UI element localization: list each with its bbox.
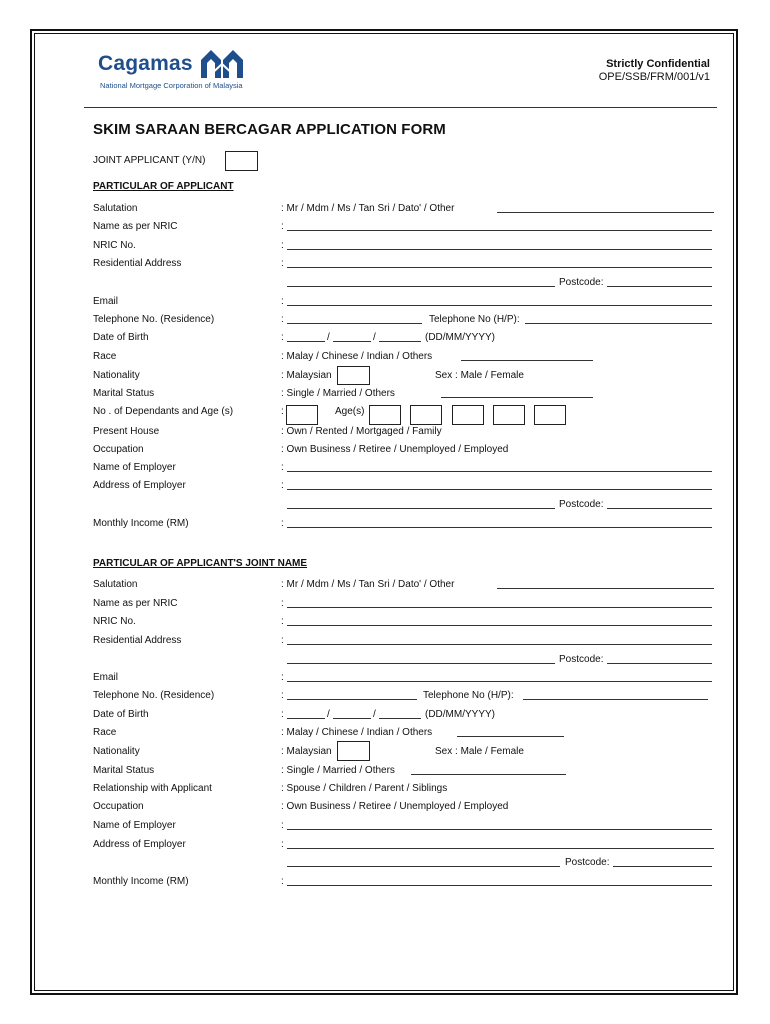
joint-race-label: Race bbox=[93, 727, 117, 738]
occupation-label: Occupation bbox=[93, 444, 144, 455]
joint-address-row: Residential Address : bbox=[0, 635, 770, 649]
joint-marital-options: : Single / Married / Others bbox=[281, 765, 395, 776]
joint-nric-label: NRIC No. bbox=[93, 616, 136, 627]
applicant-income-row: Monthly Income (RM) : bbox=[0, 518, 770, 532]
race-options: : Malay / Chinese / Indian / Others bbox=[281, 351, 433, 362]
joint-employer-field[interactable] bbox=[287, 829, 712, 830]
joint-employer-address-field-1[interactable] bbox=[287, 848, 714, 849]
applicant-telephone-row: Telephone No. (Residence) : Telephone No (H/P): bbox=[0, 314, 770, 328]
applicant-address-row: Residential Address : bbox=[0, 258, 770, 272]
joint-telephone-row: Telephone No. (Residence) : Telephone No (H/P): bbox=[0, 690, 770, 704]
age-box-5[interactable] bbox=[534, 405, 566, 425]
logo-tagline: National Mortgage Corporation of Malaysia bbox=[100, 81, 243, 90]
nationality-box[interactable] bbox=[337, 366, 370, 385]
joint-salutation-row bbox=[0, 579, 770, 593]
marital-other-field[interactable] bbox=[441, 397, 593, 398]
house-options: : Own / Rented / Mortgaged / Family bbox=[281, 426, 442, 437]
applicant-section-title: PARTICULAR OF APPLICANT bbox=[93, 181, 234, 192]
applicant-race-row bbox=[0, 351, 770, 365]
joint-sex-options: Sex : Male / Female bbox=[435, 746, 524, 757]
dob-year-field[interactable] bbox=[379, 341, 421, 342]
joint-relationship-row bbox=[0, 783, 770, 797]
age-box-2[interactable] bbox=[410, 405, 442, 425]
joint-occupation-options: : Own Business / Retiree / Unemployed / Employed bbox=[281, 801, 509, 812]
applicant-marital-row bbox=[0, 388, 770, 402]
applicant-email-row: Email : bbox=[0, 296, 770, 310]
applicant-postcode-row bbox=[0, 277, 770, 291]
form-code: OPE/SSB/FRM/001/v1 bbox=[598, 71, 710, 83]
joint-salutation-options: : Mr / Mdm / Ms / Tan Sri / Dato' / Other bbox=[281, 579, 455, 590]
dob-label: Date of Birth bbox=[93, 332, 149, 343]
joint-income-row: Monthly Income (RM) : bbox=[0, 876, 770, 890]
joint-postcode-field[interactable] bbox=[607, 663, 712, 664]
joint-nationality-box[interactable] bbox=[337, 741, 370, 761]
postcode-label: Postcode: bbox=[559, 277, 604, 288]
confidential-label: Strictly Confidential bbox=[606, 58, 710, 70]
salutation-options: : Mr / Mdm / Ms / Tan Sri / Dato' / Other bbox=[281, 203, 455, 214]
age-box-3[interactable] bbox=[452, 405, 484, 425]
joint-employer-address-row: Address of Employer : bbox=[0, 839, 770, 853]
joint-telephone-label: Telephone No. (Residence) bbox=[93, 690, 215, 701]
postcode-field[interactable] bbox=[607, 286, 712, 287]
joint-salutation-other-field[interactable] bbox=[497, 588, 714, 589]
joint-email-row: Email : bbox=[0, 672, 770, 686]
joint-employer-row: Name of Employer : bbox=[0, 820, 770, 834]
applicant-dob-row: Date of Birth : / / (DD/MM/YYYY) bbox=[93, 332, 495, 343]
employer-postcode-label: Postcode: bbox=[559, 499, 604, 510]
hp-field[interactable] bbox=[525, 323, 712, 324]
dob-format: (DD/MM/YYYY) bbox=[425, 332, 495, 343]
marital-options: : Single / Married / Others bbox=[281, 388, 395, 399]
applicant-nric-row: NRIC No. : bbox=[0, 240, 770, 254]
joint-postcode-row bbox=[0, 654, 770, 668]
joint-occupation-row bbox=[0, 801, 770, 815]
dependants-count-box[interactable] bbox=[286, 405, 318, 425]
email-field[interactable] bbox=[287, 305, 712, 306]
joint-income-label: Monthly Income (RM) bbox=[93, 876, 189, 887]
age-box-4[interactable] bbox=[493, 405, 525, 425]
income-label: Monthly Income (RM) bbox=[93, 518, 189, 529]
employer-postcode-field[interactable] bbox=[607, 508, 712, 509]
dependants-label: No . of Dependants and Age (s) bbox=[93, 406, 234, 417]
name-field[interactable] bbox=[287, 230, 712, 231]
joint-applicant-box[interactable] bbox=[225, 151, 258, 171]
joint-nric-field[interactable] bbox=[287, 625, 712, 626]
applicant-employer-postcode-row bbox=[0, 499, 770, 513]
applicant-house-row bbox=[0, 426, 770, 440]
address-label: Residential Address bbox=[93, 258, 182, 269]
joint-address-label: Residential Address bbox=[93, 635, 182, 646]
joint-telephone-field[interactable] bbox=[287, 699, 417, 700]
applicant-employer-address-row: Address of Employer : bbox=[0, 480, 770, 494]
applicant-occupation-row bbox=[0, 444, 770, 458]
joint-applicant-label: JOINT APPLICANT (Y/N) bbox=[93, 155, 206, 166]
form-title: SKIM SARAAN BERCAGAR APPLICATION FORM bbox=[93, 121, 446, 138]
salutation-other-field[interactable] bbox=[497, 212, 714, 213]
nationality-label: Nationality bbox=[93, 370, 140, 381]
hp-label: Telephone No (H/P): bbox=[429, 314, 520, 325]
telephone-field[interactable] bbox=[287, 323, 422, 324]
email-label: Email bbox=[93, 296, 119, 307]
employer-address-field-2[interactable] bbox=[287, 508, 555, 509]
joint-employer-label: Name of Employer bbox=[93, 820, 176, 831]
age-box-1[interactable] bbox=[369, 405, 401, 425]
joint-email-label: Email bbox=[93, 672, 119, 683]
joint-dob-row: Date of Birth : / / (DD/MM/YYYY) bbox=[93, 709, 495, 720]
telephone-label: Telephone No. (Residence) bbox=[93, 314, 215, 325]
salutation-label: Salutation bbox=[93, 203, 138, 214]
name-label: Name as per NRIC bbox=[93, 221, 178, 232]
joint-name-field[interactable] bbox=[287, 607, 712, 608]
address-field-2[interactable] bbox=[287, 286, 555, 287]
joint-dob-day-field[interactable] bbox=[287, 718, 325, 719]
employer-address-label: Address of Employer bbox=[93, 480, 186, 491]
race-label: Race bbox=[93, 351, 117, 362]
nric-label: NRIC No. bbox=[93, 240, 136, 251]
joint-relationship-options: : Spouse / Children / Parent / Siblings bbox=[281, 783, 448, 794]
joint-race-other-field[interactable] bbox=[457, 736, 564, 737]
employer-field[interactable] bbox=[287, 471, 712, 472]
applicant-nationality-row bbox=[0, 370, 770, 384]
sex-options: Sex : Male / Female bbox=[435, 370, 524, 381]
employer-label: Name of Employer bbox=[93, 462, 176, 473]
joint-marital-other-field[interactable] bbox=[411, 774, 566, 775]
joint-nric-row: NRIC No. : bbox=[0, 616, 770, 630]
address-field-1[interactable] bbox=[287, 267, 712, 268]
joint-dob-label: Date of Birth bbox=[93, 709, 149, 720]
header-divider bbox=[84, 107, 717, 108]
employer-address-field-1[interactable] bbox=[287, 489, 712, 490]
joint-email-field[interactable] bbox=[287, 681, 712, 682]
joint-address-field-1[interactable] bbox=[287, 644, 712, 645]
joint-postcode-label: Postcode: bbox=[559, 654, 604, 665]
marital-label: Marital Status bbox=[93, 388, 155, 399]
joint-nationality-value: : Malaysian bbox=[281, 746, 332, 757]
applicant-salutation-row bbox=[0, 203, 770, 217]
nationality-value: : Malaysian bbox=[281, 370, 332, 381]
joint-race-options: : Malay / Chinese / Indian / Others bbox=[281, 727, 433, 738]
ages-label: Age(s) bbox=[335, 406, 365, 417]
joint-nationality-row bbox=[0, 746, 770, 760]
applicant-dependants-row: No . of Dependants and Age (s) : Age(s) bbox=[93, 406, 365, 417]
joint-dob-month-field[interactable] bbox=[333, 718, 371, 719]
joint-nationality-label: Nationality bbox=[93, 746, 140, 757]
joint-address-field-2[interactable] bbox=[287, 663, 555, 664]
dob-day-field[interactable] bbox=[287, 341, 325, 342]
nric-field[interactable] bbox=[287, 249, 712, 250]
joint-hp-field[interactable] bbox=[523, 699, 708, 700]
joint-marital-label: Marital Status bbox=[93, 765, 155, 776]
joint-employer-postcode-field[interactable] bbox=[613, 866, 712, 867]
joint-dob-year-field[interactable] bbox=[379, 718, 421, 719]
house-label: Present House bbox=[93, 426, 160, 437]
joint-section-title: PARTICULAR OF APPLICANT'S JOINT NAME bbox=[93, 558, 308, 569]
joint-name-label: Name as per NRIC bbox=[93, 598, 178, 609]
joint-hp-label: Telephone No (H/P): bbox=[423, 690, 514, 701]
joint-occupation-label: Occupation bbox=[93, 801, 144, 812]
applicant-employer-row: Name of Employer : bbox=[0, 462, 770, 476]
joint-salutation-label: Salutation bbox=[93, 579, 138, 590]
occupation-options: : Own Business / Retiree / Unemployed / Employed bbox=[281, 444, 509, 455]
joint-income-field[interactable] bbox=[287, 885, 712, 886]
joint-race-row bbox=[0, 727, 770, 741]
joint-employer-address-label: Address of Employer bbox=[93, 839, 186, 850]
joint-relationship-label: Relationship with Applicant bbox=[93, 783, 212, 794]
cagamas-logo-mark-icon bbox=[199, 48, 245, 80]
joint-marital-row bbox=[0, 765, 770, 779]
income-field[interactable] bbox=[287, 527, 712, 528]
joint-employer-postcode-row bbox=[0, 857, 770, 871]
race-other-field[interactable] bbox=[461, 360, 593, 361]
logo-name: Cagamas bbox=[98, 52, 193, 75]
applicant-name-row: Name as per NRIC : bbox=[0, 221, 770, 235]
joint-dob-format: (DD/MM/YYYY) bbox=[425, 709, 495, 720]
dob-month-field[interactable] bbox=[333, 341, 371, 342]
header-right bbox=[599, 58, 710, 84]
joint-employer-postcode-label: Postcode: bbox=[565, 857, 610, 868]
joint-name-row: Name as per NRIC : bbox=[0, 598, 770, 612]
joint-employer-address-field-2[interactable] bbox=[287, 866, 560, 867]
